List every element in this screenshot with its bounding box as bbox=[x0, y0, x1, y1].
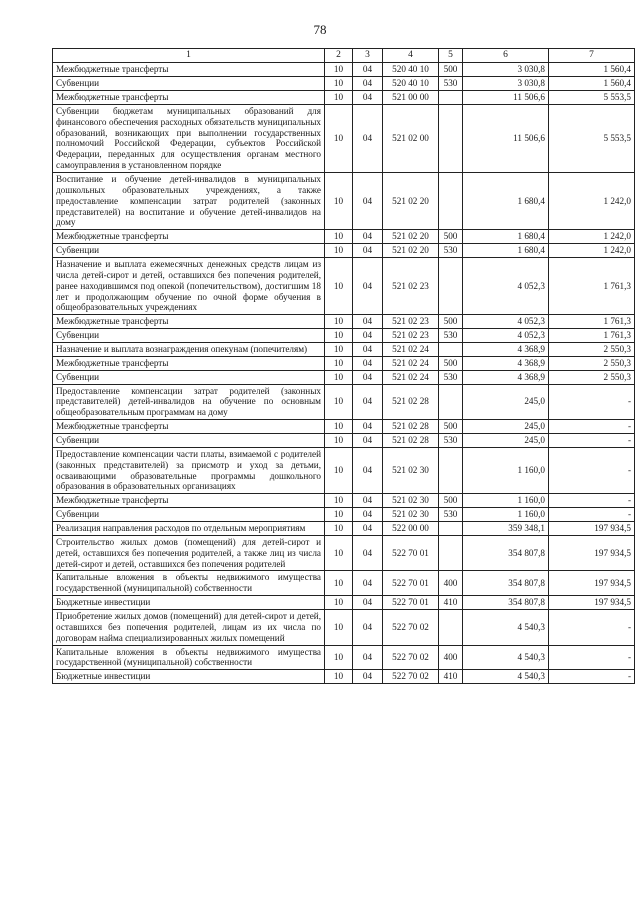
subsection-code: 04 bbox=[353, 244, 383, 258]
target-article-code: 521 02 23 bbox=[383, 315, 439, 329]
table-row bbox=[53, 77, 635, 91]
table-row bbox=[53, 420, 635, 434]
target-article-code: 522 70 01 bbox=[383, 535, 439, 571]
target-article-code: 522 70 02 bbox=[383, 645, 439, 670]
row-name: Межбюджетные трансферты bbox=[53, 63, 325, 77]
amount-column-6: 354 807,8 bbox=[463, 596, 549, 610]
subsection-code: 04 bbox=[353, 104, 383, 172]
section-code: 10 bbox=[325, 670, 353, 684]
column-header: 7 bbox=[549, 49, 635, 63]
target-article-code: 521 02 30 bbox=[383, 447, 439, 493]
row-name: Воспитание и обучение детей-инвалидов в муниципальных дошкольных образовательных учреждениях, а также предоставление компенсации затрат родителей (законных представителей) на воспитание и обучение детей-инвалидов на дому bbox=[53, 172, 325, 229]
subsection-code: 04 bbox=[353, 77, 383, 91]
target-article-code: 521 02 00 bbox=[383, 104, 439, 172]
table-row bbox=[53, 230, 635, 244]
amount-column-6: 4 052,3 bbox=[463, 315, 549, 329]
section-code: 10 bbox=[325, 433, 353, 447]
amount-column-7: - bbox=[549, 433, 635, 447]
row-name: Бюджетные инвестиции bbox=[53, 670, 325, 684]
target-article-code: 521 02 30 bbox=[383, 494, 439, 508]
row-name: Субвенции bbox=[53, 329, 325, 343]
section-code: 10 bbox=[325, 645, 353, 670]
amount-column-7: - bbox=[549, 610, 635, 646]
amount-column-6: 1 160,0 bbox=[463, 508, 549, 522]
section-code: 10 bbox=[325, 596, 353, 610]
table-row bbox=[53, 329, 635, 343]
amount-column-6: 354 807,8 bbox=[463, 571, 549, 596]
expense-type-code: 400 bbox=[439, 645, 463, 670]
target-article-code: 522 70 02 bbox=[383, 610, 439, 646]
amount-column-6: 359 348,1 bbox=[463, 522, 549, 536]
amount-column-6: 4 368,9 bbox=[463, 370, 549, 384]
table-row bbox=[53, 670, 635, 684]
amount-column-7: 1 761,3 bbox=[549, 315, 635, 329]
expense-type-code: 500 bbox=[439, 494, 463, 508]
amount-column-6: 3 030,8 bbox=[463, 63, 549, 77]
amount-column-6: 11 506,6 bbox=[463, 90, 549, 104]
amount-column-7: 1 242,0 bbox=[549, 244, 635, 258]
row-name: Реализация направления расходов по отдельным мероприятиям bbox=[53, 522, 325, 536]
section-code: 10 bbox=[325, 90, 353, 104]
expense-type-code: 410 bbox=[439, 596, 463, 610]
section-code: 10 bbox=[325, 77, 353, 91]
subsection-code: 04 bbox=[353, 433, 383, 447]
amount-column-7: 197 934,5 bbox=[549, 522, 635, 536]
target-article-code: 521 02 20 bbox=[383, 230, 439, 244]
row-name: Бюджетные инвестиции bbox=[53, 596, 325, 610]
target-article-code: 521 02 20 bbox=[383, 244, 439, 258]
amount-column-7: 1 761,3 bbox=[549, 257, 635, 314]
expense-type-code bbox=[439, 610, 463, 646]
expense-type-code: 400 bbox=[439, 571, 463, 596]
subsection-code: 04 bbox=[353, 535, 383, 571]
subsection-code: 04 bbox=[353, 494, 383, 508]
target-article-code: 522 70 01 bbox=[383, 571, 439, 596]
expense-type-code: 530 bbox=[439, 244, 463, 258]
table-row bbox=[53, 433, 635, 447]
amount-column-6: 4 540,3 bbox=[463, 670, 549, 684]
amount-column-7: 2 550,3 bbox=[549, 370, 635, 384]
target-article-code: 522 00 00 bbox=[383, 522, 439, 536]
column-header: 2 bbox=[325, 49, 353, 63]
expense-type-code bbox=[439, 342, 463, 356]
column-header: 4 bbox=[383, 49, 439, 63]
subsection-code: 04 bbox=[353, 571, 383, 596]
budget-table bbox=[52, 48, 635, 684]
table-row bbox=[53, 645, 635, 670]
expense-type-code bbox=[439, 104, 463, 172]
amount-column-7: 1 560,4 bbox=[549, 63, 635, 77]
row-name: Межбюджетные трансферты bbox=[53, 356, 325, 370]
target-article-code: 521 02 28 bbox=[383, 420, 439, 434]
amount-column-6: 245,0 bbox=[463, 384, 549, 420]
table-row bbox=[53, 370, 635, 384]
subsection-code: 04 bbox=[353, 315, 383, 329]
amount-column-7: 5 553,5 bbox=[549, 90, 635, 104]
amount-column-6: 3 030,8 bbox=[463, 77, 549, 91]
table-row bbox=[53, 522, 635, 536]
amount-column-7: 197 934,5 bbox=[549, 596, 635, 610]
table-row bbox=[53, 63, 635, 77]
table-row bbox=[53, 571, 635, 596]
row-name: Капитальные вложения в объекты недвижимого имущества государственной (муниципальной) собственности bbox=[53, 571, 325, 596]
page-number: 78 bbox=[313, 22, 327, 37]
column-header: 3 bbox=[353, 49, 383, 63]
row-name: Субвенции бюджетам муниципальных образований для финансового обеспечения расходных обязательств муниципальных образований, возникающих при выполнении государственных полномочий Российской Федерации, субъектов Российской Федерации, переданных для осуществления органам местного самоуправления в установленном порядке bbox=[53, 104, 325, 172]
amount-column-7: 5 553,5 bbox=[549, 104, 635, 172]
amount-column-6: 11 506,6 bbox=[463, 104, 549, 172]
row-name: Межбюджетные трансферты bbox=[53, 494, 325, 508]
amount-column-7: - bbox=[549, 508, 635, 522]
section-code: 10 bbox=[325, 370, 353, 384]
row-name: Приобретение жилых домов (помещений) для детей-сирот и детей, оставшихся без попечения родителей, лицам из их числа по договорам найма специализированных жилых помещений bbox=[53, 610, 325, 646]
amount-column-6: 4 540,3 bbox=[463, 645, 549, 670]
subsection-code: 04 bbox=[353, 596, 383, 610]
subsection-code: 04 bbox=[353, 329, 383, 343]
table-row bbox=[53, 494, 635, 508]
target-article-code: 520 40 10 bbox=[383, 63, 439, 77]
subsection-code: 04 bbox=[353, 508, 383, 522]
column-header: 1 bbox=[53, 49, 325, 63]
expense-type-code: 530 bbox=[439, 77, 463, 91]
subsection-code: 04 bbox=[353, 172, 383, 229]
amount-column-7: 1 242,0 bbox=[549, 172, 635, 229]
section-code: 10 bbox=[325, 522, 353, 536]
amount-column-7: - bbox=[549, 645, 635, 670]
amount-column-7: - bbox=[549, 420, 635, 434]
row-name: Субвенции bbox=[53, 508, 325, 522]
section-code: 10 bbox=[325, 494, 353, 508]
amount-column-6: 245,0 bbox=[463, 433, 549, 447]
expense-type-code bbox=[439, 384, 463, 420]
expense-type-code: 530 bbox=[439, 370, 463, 384]
target-article-code: 521 02 30 bbox=[383, 508, 439, 522]
row-name: Предоставление компенсации части платы, взимаемой с родителей (законных представителей) за присмотр и уход за детьми, осваивающими образовательные программы дошкольного образования в образовательных организациях bbox=[53, 447, 325, 493]
section-code: 10 bbox=[325, 610, 353, 646]
table-row bbox=[53, 596, 635, 610]
amount-column-7: 2 550,3 bbox=[549, 356, 635, 370]
expense-type-code: 530 bbox=[439, 433, 463, 447]
table-row bbox=[53, 104, 635, 172]
row-name: Назначение и выплата ежемесячных денежных средств лицам из числа детей-сирот и детей, оставшихся без попечения родителей, ранее находившимся под опекой (попечительством), достигшим 18 лет и продолжающим обучение по очной форме обучения в общеобразовательных учреждениях bbox=[53, 257, 325, 314]
target-article-code: 521 00 00 bbox=[383, 90, 439, 104]
table-row bbox=[53, 535, 635, 571]
section-code: 10 bbox=[325, 571, 353, 596]
expense-type-code bbox=[439, 522, 463, 536]
target-article-code: 521 02 20 bbox=[383, 172, 439, 229]
table-row bbox=[53, 315, 635, 329]
subsection-code: 04 bbox=[353, 645, 383, 670]
subsection-code: 04 bbox=[353, 356, 383, 370]
amount-column-6: 4 368,9 bbox=[463, 342, 549, 356]
section-code: 10 bbox=[325, 508, 353, 522]
amount-column-6: 354 807,8 bbox=[463, 535, 549, 571]
table-row bbox=[53, 356, 635, 370]
row-name: Субвенции bbox=[53, 244, 325, 258]
table-row bbox=[53, 257, 635, 314]
subsection-code: 04 bbox=[353, 420, 383, 434]
section-code: 10 bbox=[325, 342, 353, 356]
table-row bbox=[53, 342, 635, 356]
amount-column-7: 2 550,3 bbox=[549, 342, 635, 356]
subsection-code: 04 bbox=[353, 370, 383, 384]
expense-type-code bbox=[439, 172, 463, 229]
amount-column-6: 4 540,3 bbox=[463, 610, 549, 646]
row-name: Строительство жилых домов (помещений) для детей-сирот и детей, оставшихся без попечения родителей, а также лиц из числа детей-сирот и детей, оставшихся без попечения родителей bbox=[53, 535, 325, 571]
expense-type-code bbox=[439, 535, 463, 571]
subsection-code: 04 bbox=[353, 522, 383, 536]
expense-type-code: 500 bbox=[439, 230, 463, 244]
column-header: 5 bbox=[439, 49, 463, 63]
amount-column-7: 197 934,5 bbox=[549, 571, 635, 596]
section-code: 10 bbox=[325, 356, 353, 370]
header-row bbox=[53, 49, 635, 63]
section-code: 10 bbox=[325, 172, 353, 229]
target-article-code: 521 02 28 bbox=[383, 433, 439, 447]
expense-type-code bbox=[439, 90, 463, 104]
section-code: 10 bbox=[325, 384, 353, 420]
subsection-code: 04 bbox=[353, 257, 383, 314]
target-article-code: 521 02 23 bbox=[383, 329, 439, 343]
expense-type-code bbox=[439, 447, 463, 493]
target-article-code: 521 02 28 bbox=[383, 384, 439, 420]
table-row bbox=[53, 508, 635, 522]
subsection-code: 04 bbox=[353, 90, 383, 104]
amount-column-7: - bbox=[549, 384, 635, 420]
amount-column-7: 197 934,5 bbox=[549, 535, 635, 571]
target-article-code: 521 02 23 bbox=[383, 257, 439, 314]
target-article-code: 521 02 24 bbox=[383, 342, 439, 356]
row-name: Межбюджетные трансферты bbox=[53, 90, 325, 104]
section-code: 10 bbox=[325, 329, 353, 343]
row-name: Межбюджетные трансферты bbox=[53, 230, 325, 244]
section-code: 10 bbox=[325, 420, 353, 434]
row-name: Субвенции bbox=[53, 433, 325, 447]
amount-column-6: 4 368,9 bbox=[463, 356, 549, 370]
section-code: 10 bbox=[325, 244, 353, 258]
amount-column-6: 245,0 bbox=[463, 420, 549, 434]
amount-column-7: - bbox=[549, 670, 635, 684]
target-article-code: 520 40 10 bbox=[383, 77, 439, 91]
subsection-code: 04 bbox=[353, 63, 383, 77]
row-name: Субвенции bbox=[53, 370, 325, 384]
section-code: 10 bbox=[325, 104, 353, 172]
row-name: Предоставление компенсации затрат родителей (законных представителей) детей-инвалидов на обучение по основным общеобразовательным программам на дому bbox=[53, 384, 325, 420]
subsection-code: 04 bbox=[353, 230, 383, 244]
target-article-code: 521 02 24 bbox=[383, 370, 439, 384]
amount-column-7: 1 242,0 bbox=[549, 230, 635, 244]
amount-column-6: 1 680,4 bbox=[463, 244, 549, 258]
expense-type-code: 500 bbox=[439, 356, 463, 370]
amount-column-7: - bbox=[549, 447, 635, 493]
subsection-code: 04 bbox=[353, 670, 383, 684]
row-name: Назначение и выплата вознаграждения опекунам (попечителям) bbox=[53, 342, 325, 356]
column-header: 6 bbox=[463, 49, 549, 63]
expense-type-code: 500 bbox=[439, 420, 463, 434]
section-code: 10 bbox=[325, 447, 353, 493]
target-article-code: 521 02 24 bbox=[383, 356, 439, 370]
amount-column-6: 4 052,3 bbox=[463, 329, 549, 343]
row-name: Субвенции bbox=[53, 77, 325, 91]
amount-column-7: 1 560,4 bbox=[549, 77, 635, 91]
row-name: Межбюджетные трансферты bbox=[53, 315, 325, 329]
row-name: Межбюджетные трансферты bbox=[53, 420, 325, 434]
amount-column-7: 1 761,3 bbox=[549, 329, 635, 343]
section-code: 10 bbox=[325, 230, 353, 244]
amount-column-6: 4 052,3 bbox=[463, 257, 549, 314]
subsection-code: 04 bbox=[353, 447, 383, 493]
amount-column-6: 1 160,0 bbox=[463, 447, 549, 493]
table-row bbox=[53, 384, 635, 420]
section-code: 10 bbox=[325, 315, 353, 329]
expense-type-code bbox=[439, 257, 463, 314]
target-article-code: 522 70 02 bbox=[383, 670, 439, 684]
row-name: Капитальные вложения в объекты недвижимого имущества государственной (муниципальной) собственности bbox=[53, 645, 325, 670]
table-row bbox=[53, 172, 635, 229]
expense-type-code: 530 bbox=[439, 508, 463, 522]
table-row bbox=[53, 90, 635, 104]
subsection-code: 04 bbox=[353, 384, 383, 420]
section-code: 10 bbox=[325, 535, 353, 571]
table-row bbox=[53, 447, 635, 493]
amount-column-6: 1 160,0 bbox=[463, 494, 549, 508]
expense-type-code: 500 bbox=[439, 315, 463, 329]
expense-type-code: 410 bbox=[439, 670, 463, 684]
section-code: 10 bbox=[325, 257, 353, 314]
table-row bbox=[53, 244, 635, 258]
table-row bbox=[53, 610, 635, 646]
expense-type-code: 530 bbox=[439, 329, 463, 343]
subsection-code: 04 bbox=[353, 610, 383, 646]
expense-type-code: 500 bbox=[439, 63, 463, 77]
amount-column-6: 1 680,4 bbox=[463, 172, 549, 229]
section-code: 10 bbox=[325, 63, 353, 77]
amount-column-7: - bbox=[549, 494, 635, 508]
subsection-code: 04 bbox=[353, 342, 383, 356]
amount-column-6: 1 680,4 bbox=[463, 230, 549, 244]
target-article-code: 522 70 01 bbox=[383, 596, 439, 610]
